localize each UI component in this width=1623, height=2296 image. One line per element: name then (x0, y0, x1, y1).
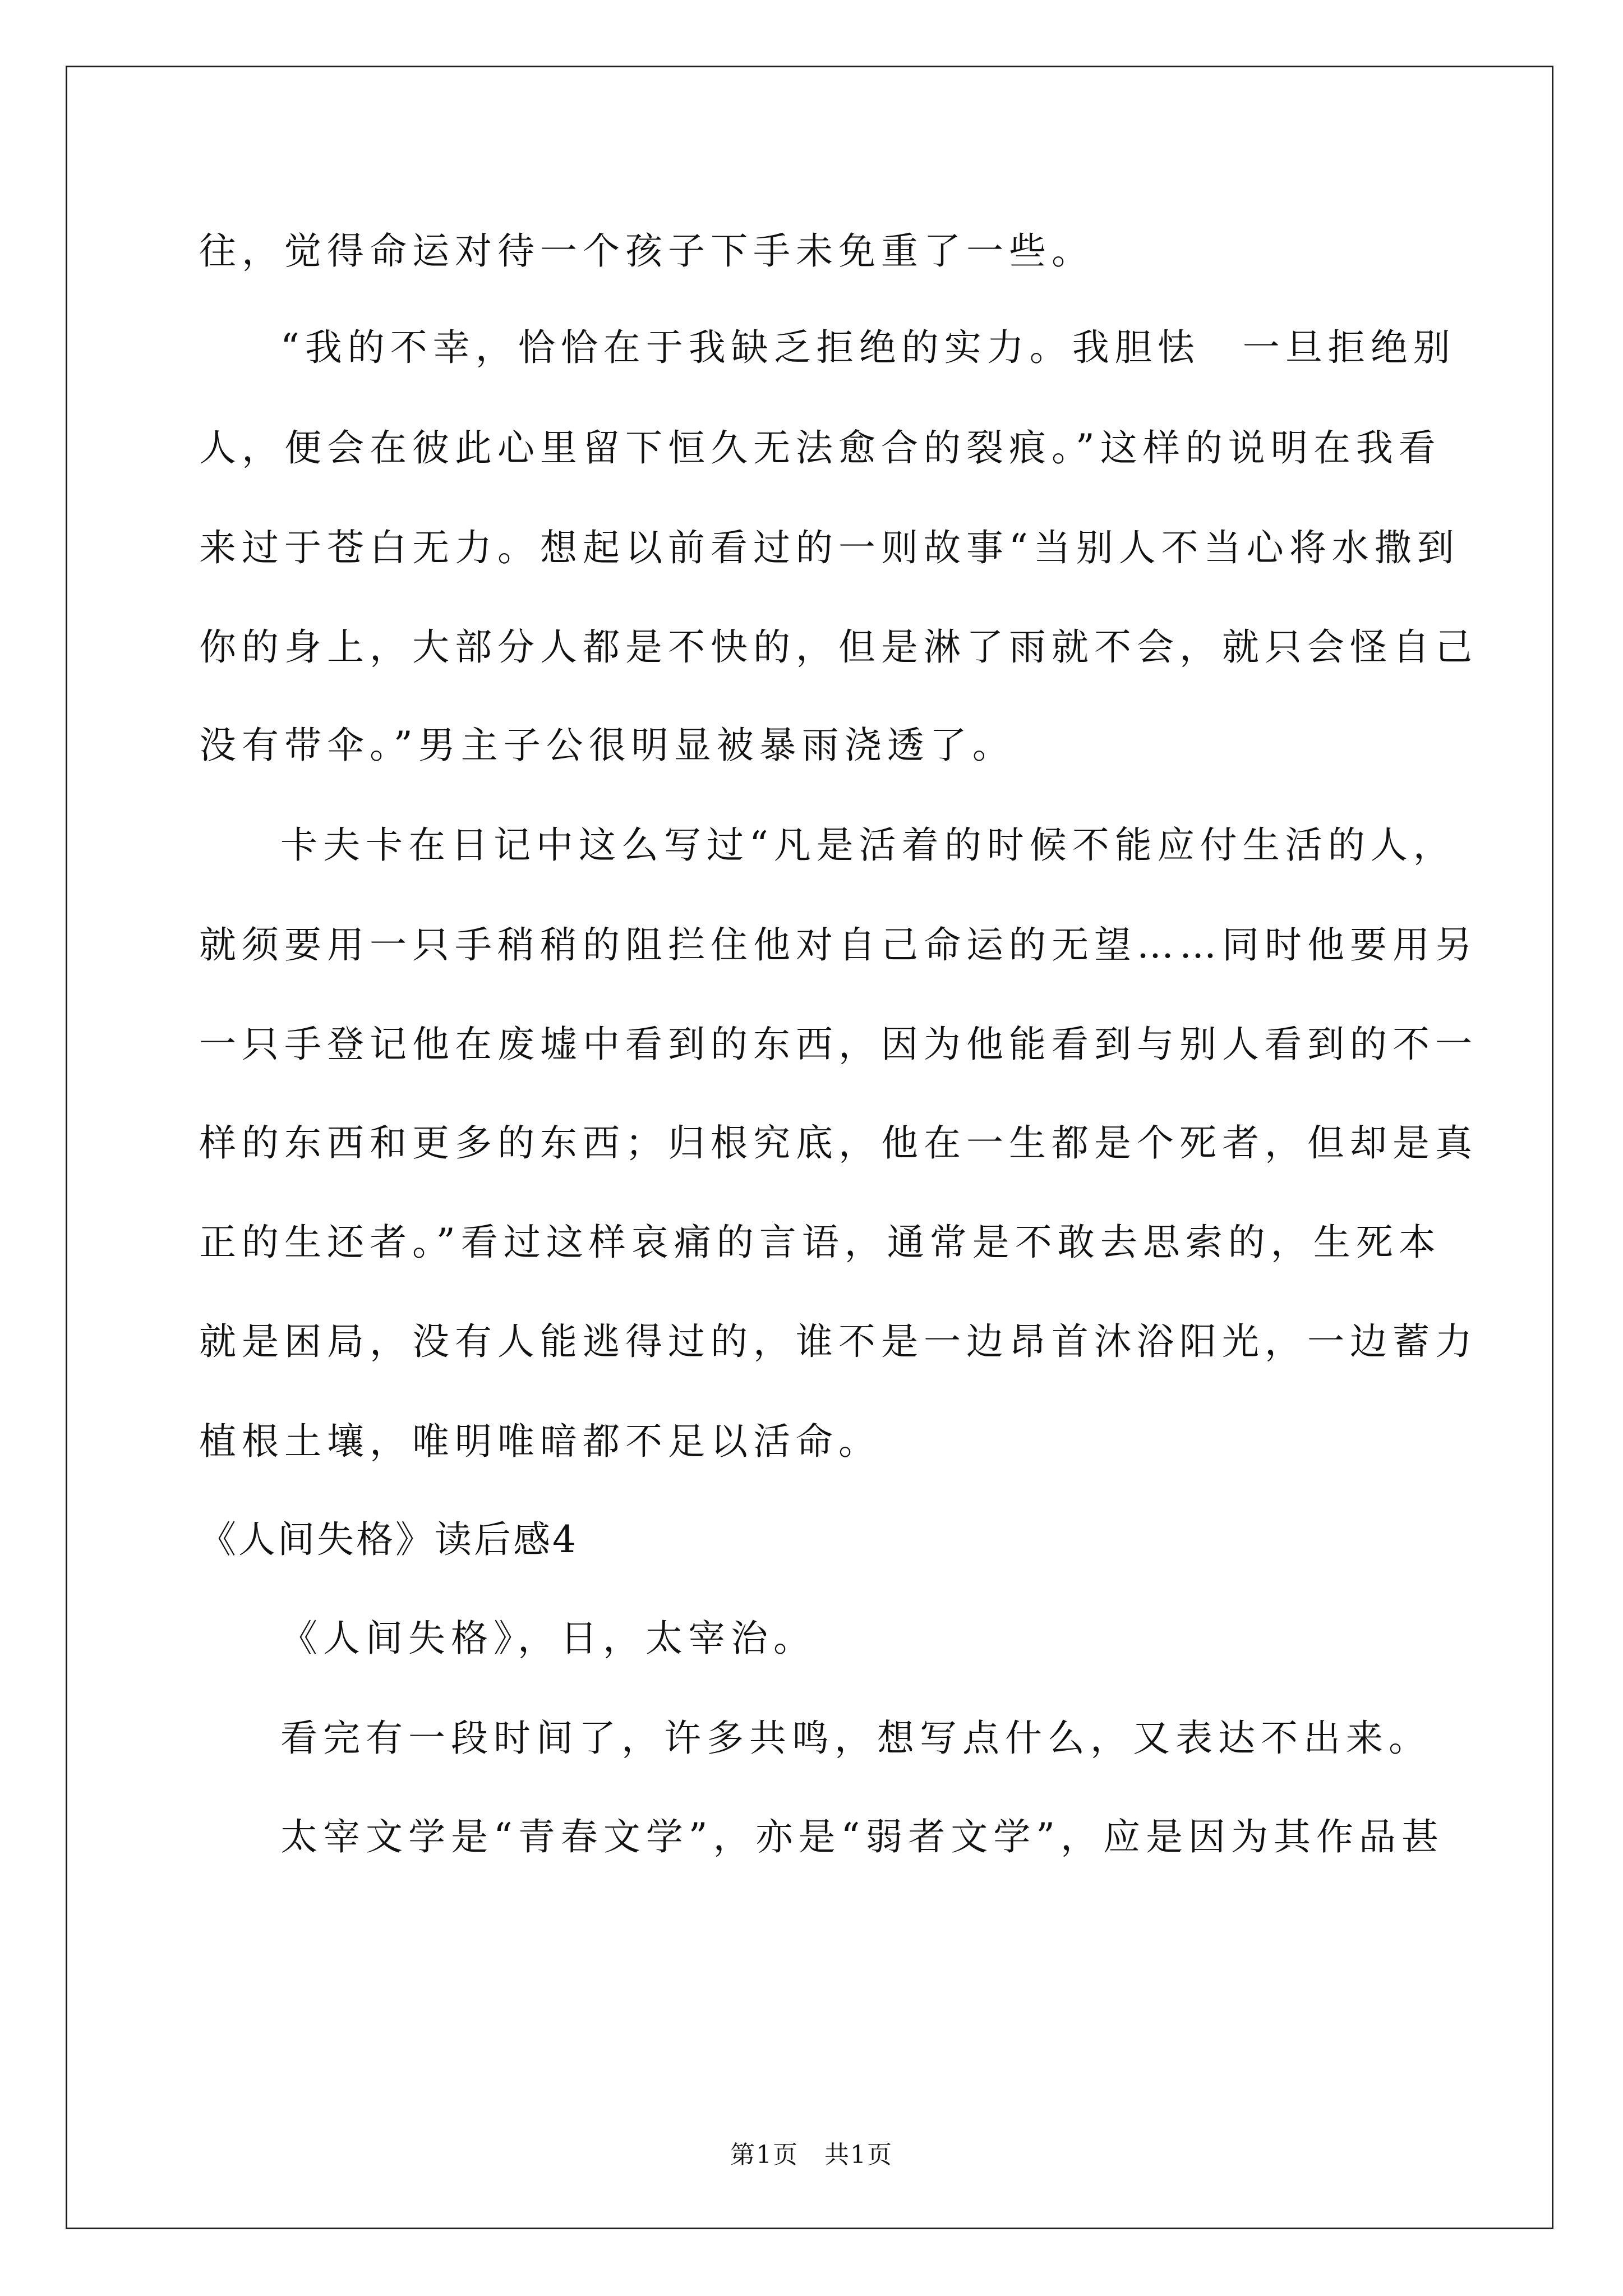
paragraph-line: 你的身上，大部分人都是不快的，但是淋了雨就不会，就只会怪自己 (199, 625, 1478, 669)
paragraph-line: “我的不幸，恰恰在于我缺乏拒绝的实力。我胆怯 一旦拒绝别 (280, 326, 1456, 369)
paragraph-line: 太宰文学是“青春文学”，亦是“弱者文学”，应是因为其作品甚 (280, 1815, 1444, 1858)
paragraph-line: 《人间失格》，日，太宰治。 (280, 1617, 816, 1660)
paragraph-line: 来过于苍白无力。想起以前看过的一则故事“当别人不当心将水撒到 (199, 526, 1460, 569)
paragraph-line: 就须要用一只手稍稍的阻拦住他对自己命运的无望……同时他要用另 (199, 923, 1478, 967)
paragraph-line: 没有带伞。”男主子公很明显被暴雨浇透了。 (199, 724, 1015, 767)
paragraph-line: 卡夫卡在日记中这么写过“凡是活着的时候不能应付生活的人， (280, 823, 1456, 867)
paragraph-line: 看完有一段时间了，许多共鸣，想写点什么，又表达不出来。 (280, 1717, 1431, 1760)
paragraph-line: 一只手登记他在废墟中看到的东西，因为他能看到与别人看到的不一 (199, 1023, 1478, 1066)
paragraph-line: 人，便会在彼此心里留下恒久无法愈合的裂痕。”这样的说明在我看 (199, 426, 1441, 470)
paragraph-line: 样的东西和更多的东西；归根究底，他在一生都是个死者，但却是真 (199, 1121, 1478, 1165)
paragraph-line: 往，觉得命运对待一个孩子下手未免重了一些。 (199, 229, 1094, 273)
section-heading: 《人间失格》读后感4 (199, 1518, 578, 1561)
paragraph-line: 就是困局，没有人能逃得过的，谁不是一边昂首沐浴阳光，一边蓄力 (199, 1320, 1478, 1363)
paragraph-line: 植根土壤，唯明唯暗都不足以活命。 (199, 1420, 881, 1463)
page-footer: 第1页 共1页 (730, 2141, 893, 2169)
paragraph-line: 正的生还者。”看过这样哀痛的言语，通常是不敢去思索的，生死本 (199, 1221, 1441, 1264)
